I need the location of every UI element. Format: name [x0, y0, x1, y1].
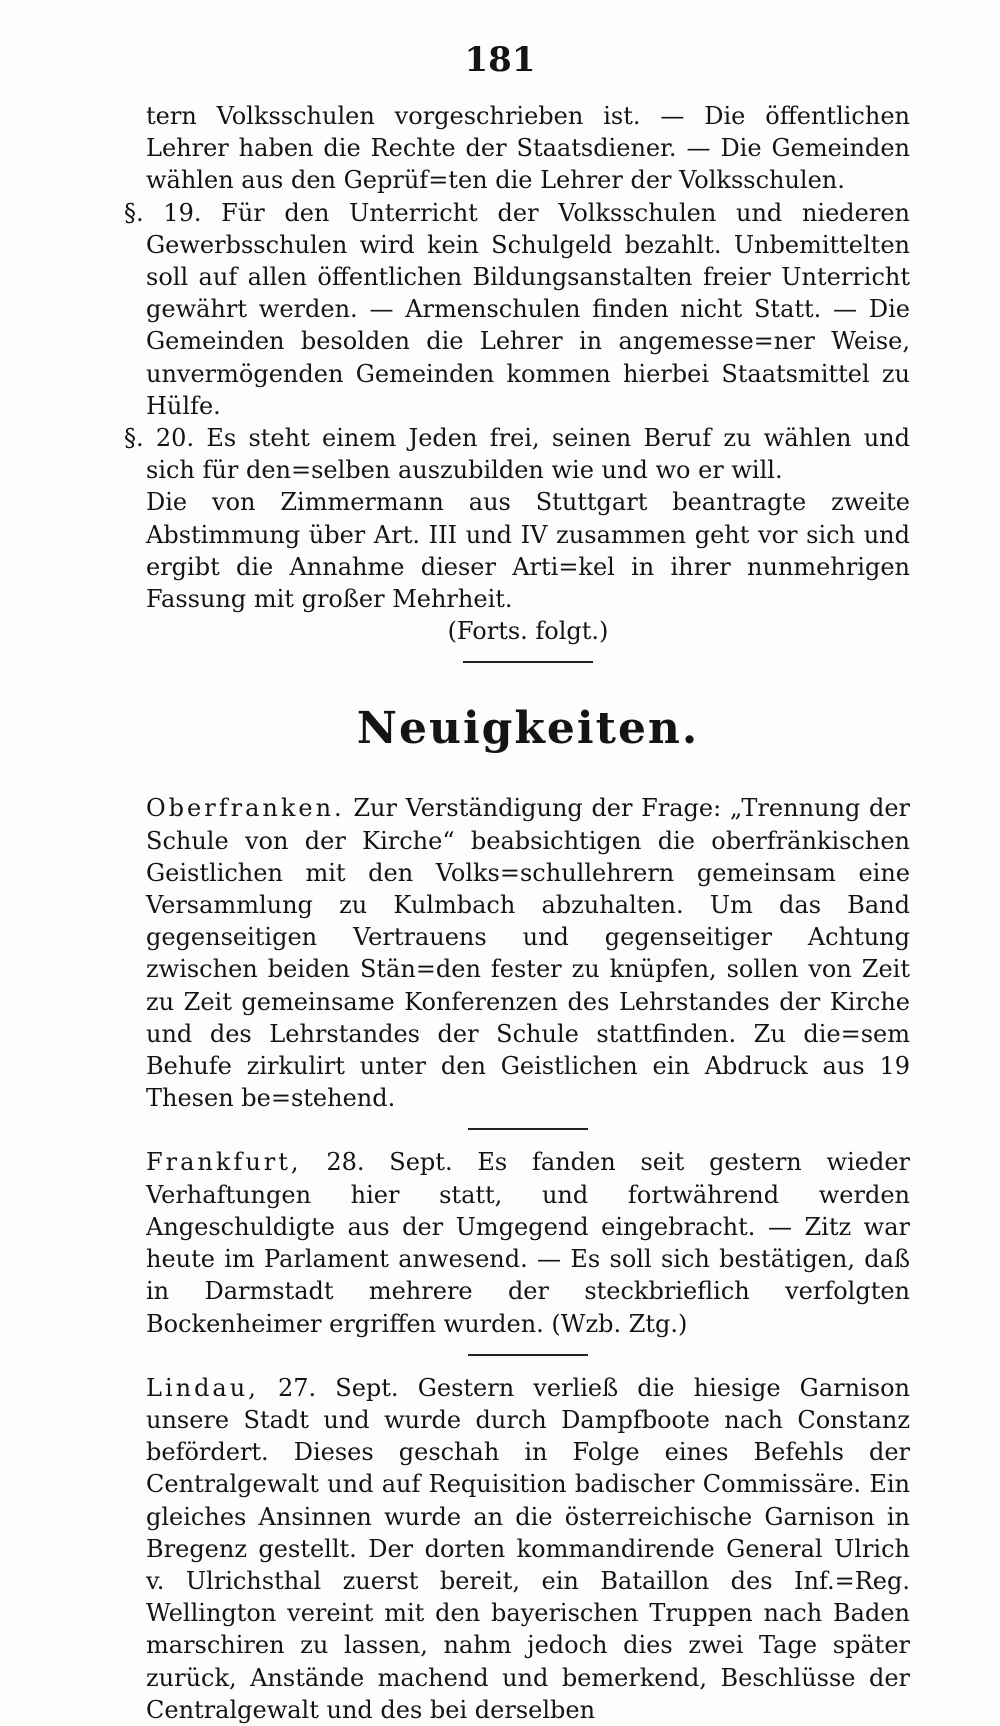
section-19-paragraph: [124, 197, 910, 422]
article-date: 28. Sept.: [326, 1148, 453, 1177]
news-heading: Neuigkeiten.: [356, 703, 700, 755]
article-place: Lindau,: [146, 1373, 259, 1402]
section-20-label: §. 20.: [124, 424, 195, 453]
vote-paragraph: Die von Zimmermann aus Stuttgart beantragte zweite Abstimmung über Art. III und IV zusammen geht vor sich und ergibt die Annahme dieser Arti=kel in ihrer nunmehrigen Fassung mit großer Mehrheit.: [146, 488, 910, 614]
article-text: Zur Verständigung der Frage: „Trennung der Schule von der Kirche“ beabsichtigen die oberfränkischen Geistlichen mit den Volks=schullehrern gemeinsam eine Versammlung zu Kulmbach abzuhalten. Um das Band gegenseitigen Vertrauens und gegenseitiger Achtung zwischen beiden Stän=den fester zu knüpfen, sollen von Zeit zu Zeit gemeinsame Konferenzen des Lehrstandes der Kirche und des Lehrstandes der Schule stattfinden. Zu die=sem Behufe zirkulirt unter den Geistlichen ein Abdruck aus 19 Thesen be=stehend.: [146, 794, 910, 1113]
article-oberfranken: [146, 792, 910, 1114]
article-lindau: [146, 1372, 910, 1726]
section-20-text: Es steht einem Jeden frei, seinen Beruf zu wählen und sich für den=selben auszubilden wie und wo er will.: [146, 424, 910, 485]
article-place: Oberfranken.: [146, 794, 345, 823]
page-number: 181: [464, 40, 536, 80]
article-frankfurt: [146, 1146, 910, 1339]
article-place: Frankfurt,: [146, 1148, 302, 1177]
section-20-paragraph: [124, 422, 910, 486]
article-text: Gestern verließ die hiesige Garnison unsere Stadt und wurde durch Dampfboote nach Constanz befördert. Dieses geschah in Folge eines Befehls der Centralgewalt und auf Requisition badischer Commissäre. Ein gleiches Ansinnen wurde an die österreichische Garnison in Bregenz gestellt. Der dorten kommandirende General Ulrich v. Ulrichsthal zuerst bereit, ein Bataillon des Inf.=Reg. Wellington vereint mit den bayerischen Truppen nach Baden marschiren zu lassen, nahm jedoch dies zwei Tage später zurück, Anstände machend und bemerkend, Beschlüsse der Centralgewalt und des bei derselben: [146, 1373, 910, 1724]
continued-note: (Forts. folgt.): [447, 617, 609, 646]
continuation-paragraph: tern Volksschulen vorgeschrieben ist. — Die öffentlichen Lehrer haben die Rechte der Staatsdiener. — Die Gemeinden wählen aus den Geprüf=ten die Lehrer der Volksschulen.: [146, 102, 910, 195]
section-19-label: §. 19.: [124, 198, 202, 227]
article-divider: [468, 1354, 588, 1356]
section-19-text: Für den Unterricht der Volksschulen und niederen Gewerbsschulen wird kein Schulgeld bezahlt. Unbemittelten soll auf allen öffentlichen Bildungsanstalten freier Unterricht gewährt werden. — Armenschulen finden nicht Statt. — Die Gemeinden besolden die Lehrer in angemesse=ner Weise, unvermögenden Gemeinden kommen hierbei Staatsmittel zu Hülfe.: [146, 198, 910, 420]
section-divider: [463, 661, 593, 663]
article-date: 27. Sept.: [277, 1373, 399, 1402]
article-text: Es fanden seit gestern wieder Verhaftungen hier statt, und fortwährend werden Angeschuldigte aus der Umgegend eingebracht. — Zitz war heute im Parlament anwesend. — Es soll sich bestätigen, daß in Darmstadt mehrere der steckbrieflich verfolgten Bockenheimer ergriffen wurden. (Wzb. Ztg.): [146, 1148, 911, 1338]
article-divider: [468, 1128, 588, 1130]
text-column: [124, 100, 911, 1726]
